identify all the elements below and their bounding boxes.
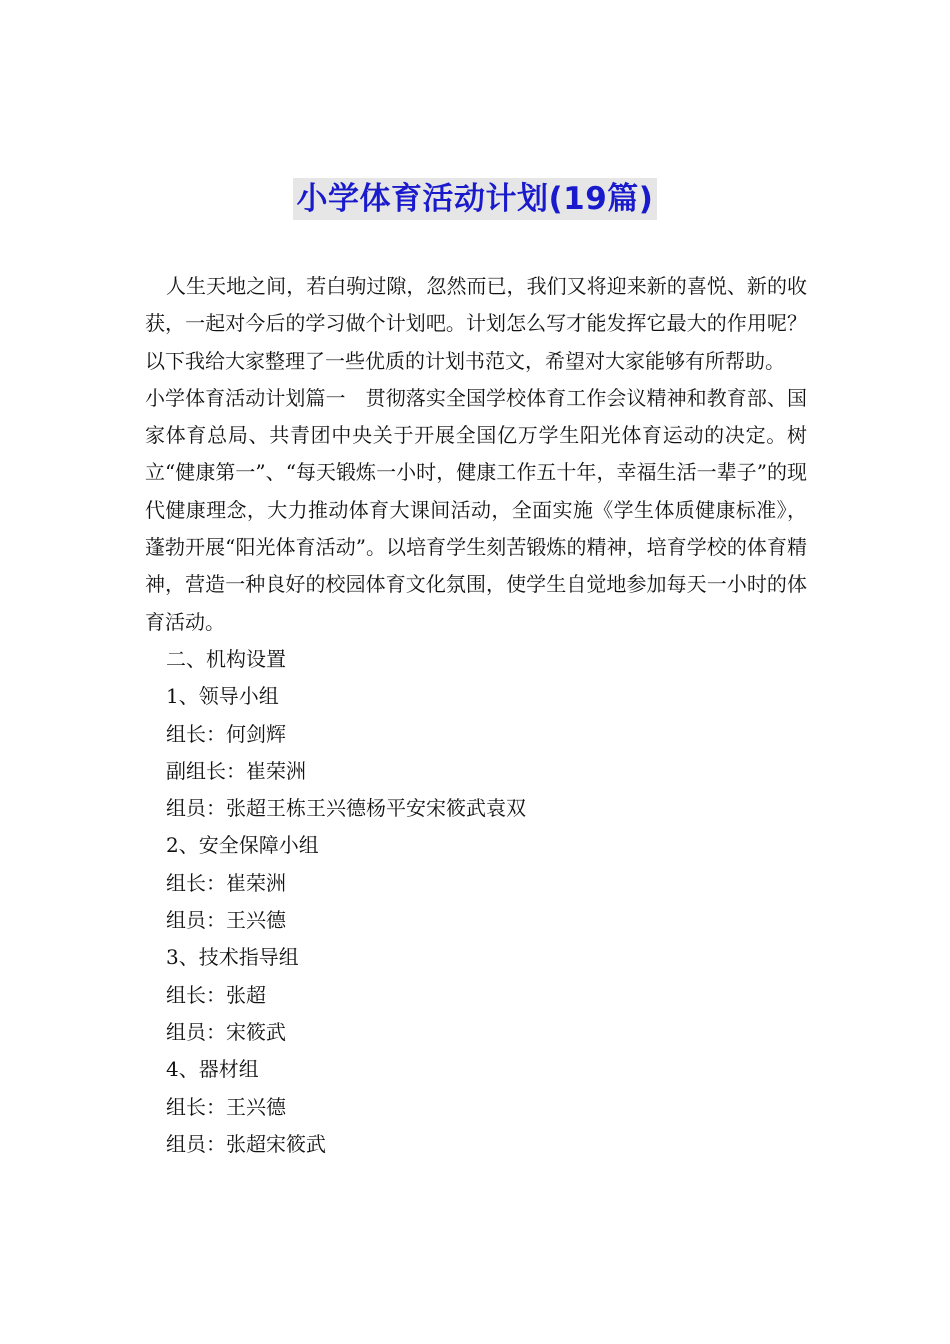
list-item: 组员：宋筱武 xyxy=(166,1019,286,1044)
title-area xyxy=(0,178,950,220)
list-item: 副组长：崔荣洲 xyxy=(166,758,306,783)
group-technical-heading: 3、技术指导组 xyxy=(166,945,299,970)
list-item: 组长：王兴德 xyxy=(166,1094,286,1119)
list-item: 组长：张超 xyxy=(166,982,266,1007)
list-item: 组长：何剑辉 xyxy=(166,721,286,746)
document-body xyxy=(145,268,807,1163)
list-item: 组员：张超王栋王兴德杨平安宋筱武袁双 xyxy=(166,796,526,821)
group-safety-heading: 2、安全保障小组 xyxy=(166,833,319,858)
list-item: 组长：崔荣洲 xyxy=(166,870,286,895)
section-one-paragraph: 小学体育活动计划篇一 贯彻落实全国学校体育工作会议精神和教育部、国家体育总局、共青团中央关于开展全国亿万学生阳光体育运动的决定。树立“健康第一”、“每天锻炼一小时，健康工作五十年，幸福生活一辈子”的现代健康理念，大力推动体育大课间活动，全面实施《学生体质健康标准》，蓬勃开展“阳光体育活动”。以培育学生刻苦锻炼的精神，培育学校的体育精神，营造一种良好的校园体育文化氛围，使学生自觉地参加每天一小时的体育活动。 xyxy=(145,385,807,634)
list-item: 组员：张超宋筱武 xyxy=(166,1131,326,1156)
intro-paragraph: 人生天地之间，若白驹过隙，忽然而已，我们又将迎来新的喜悦、新的收获，一起对今后的学习做个计划吧。计划怎么写才能发挥它最大的作用呢？以下我给大家整理了一些优质的计划书范文，希望对大家能够有所帮助。 xyxy=(145,274,807,373)
list-item: 组员：王兴德 xyxy=(166,908,286,933)
group-equipment-heading: 4、器材组 xyxy=(166,1057,259,1082)
document-title: 小学体育活动计划(19篇) xyxy=(293,178,658,220)
group-leadership-heading: 1、领导小组 xyxy=(166,684,279,709)
heading-organization: 二、机构设置 xyxy=(166,646,286,671)
